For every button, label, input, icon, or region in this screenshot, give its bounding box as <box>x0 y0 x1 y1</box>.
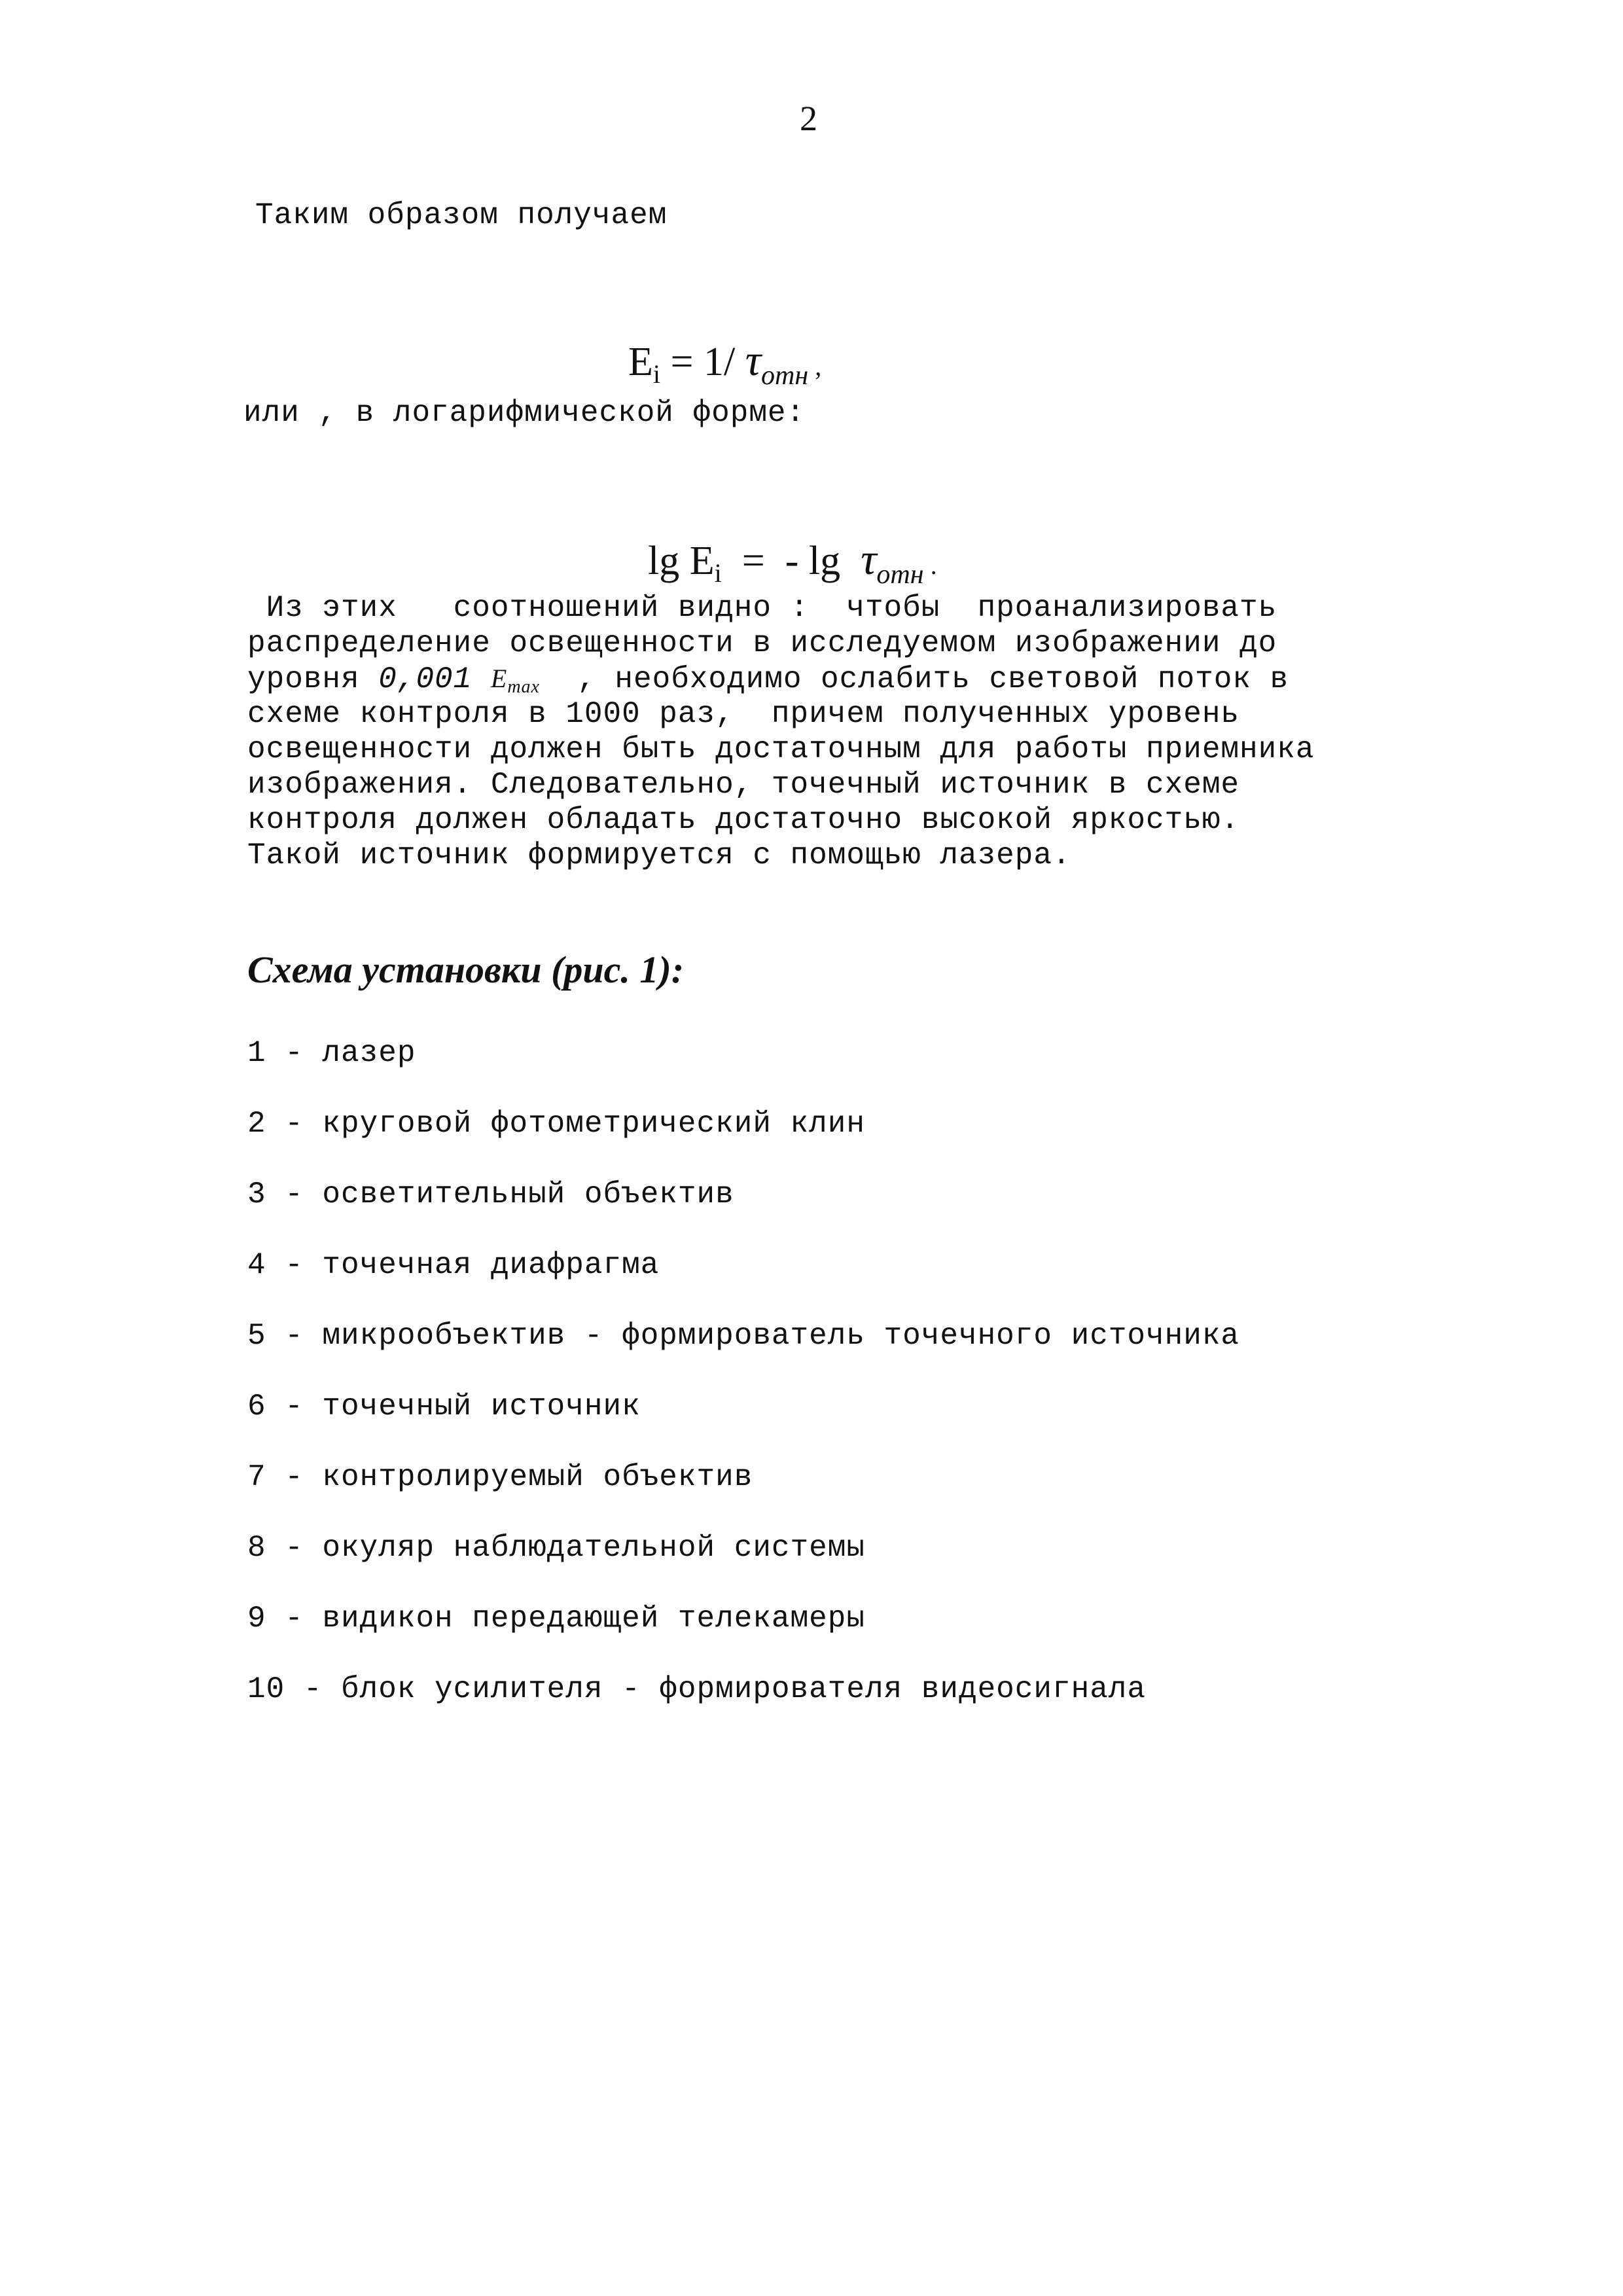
emax-subscript: max <box>507 677 540 697</box>
setup-components-list <box>247 1035 1240 1742</box>
formula2-tau-subscript: отн <box>876 560 924 590</box>
formula2-lhs: lg E <box>648 539 715 583</box>
formula2-operator: = - lg <box>721 539 861 583</box>
paragraph-line3-end: , необходимо ослабить световой поток в <box>539 662 1289 696</box>
intro-text: Таким образом получаем <box>255 198 668 232</box>
list-item: 6 - точечный источник <box>247 1390 641 1424</box>
paragraph-line: распределение освещенности в исследуемом изображении до <box>247 626 1277 660</box>
formula2-tau: τ <box>861 534 877 584</box>
threshold-value: 0,001 <box>378 662 473 696</box>
setup-scheme-heading: Схема установки (рис. 1): <box>247 948 685 991</box>
list-item: 3 - осветительный объектив <box>247 1177 734 1211</box>
list-item: 7 - контролируемый объектив <box>247 1460 753 1494</box>
formula2-lhs-subscript: i <box>714 558 722 588</box>
paragraph-line: освещенности должен быть достаточным для работы приемника <box>247 732 1315 766</box>
list-item: 1 - лазер <box>247 1036 416 1070</box>
formula1-tau: τ <box>745 335 762 385</box>
paragraph-line: изображения. Следовательно, точечный источник в схеме <box>247 768 1240 802</box>
emax-letter: E <box>490 664 508 693</box>
formula2-tail: . <box>923 550 937 580</box>
formula1-lhs: E <box>628 340 653 384</box>
list-item: 9 - видикон передающей телекамеры <box>247 1602 865 1636</box>
list-item: 4 - точечная диафрагма <box>247 1248 660 1282</box>
list-item: 10 - блок усилителя - формирователя видеосигнала <box>247 1672 1147 1706</box>
emax-symbol <box>490 664 540 697</box>
explanation-paragraph <box>247 590 1399 873</box>
paragraph-line: контроля должен обладать достаточно высокой яркостью. <box>247 803 1240 837</box>
page-number: 2 <box>800 99 817 138</box>
paragraph-line: Такой источник формируется с помощью лазера. <box>247 838 1071 872</box>
list-item: 5 - микрообъектив - формирователь точечного источника <box>247 1319 1240 1353</box>
formula1-operator: = 1/ <box>660 340 745 384</box>
log-intro-text: или , в логарифмической форме: <box>243 396 806 430</box>
paragraph-line3-start: уровня <box>247 662 379 696</box>
paragraph-line: Из этих соотношений видно : чтобы проанализировать <box>247 591 1277 625</box>
formula1-tail: , <box>808 351 822 381</box>
paragraph-line <box>247 661 1399 696</box>
list-item: 2 - круговой фотометрический клин <box>247 1107 865 1141</box>
list-item: 8 - окуляр наблюдательной системы <box>247 1531 865 1565</box>
formula1-tau-subscript: отн <box>761 361 809 391</box>
formula1-lhs-subscript: i <box>652 359 660 389</box>
paragraph-line: схеме контроля в 1000 раз, причем полученных уровень <box>247 697 1240 731</box>
